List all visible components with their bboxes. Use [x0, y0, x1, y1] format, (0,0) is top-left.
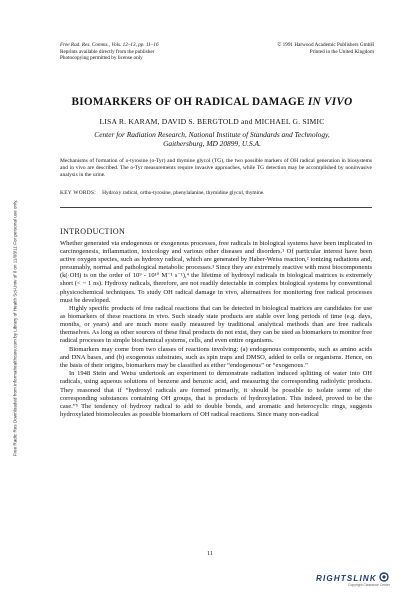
keywords-label: KEY WORDS:	[60, 190, 97, 196]
article-title	[40, 96, 384, 108]
publisher-block	[262, 42, 374, 55]
download-watermark-text: Free Radic Res Downloaded from informahealthcare.com by Library of Health Sci-Univ of Il on 11/08/11 For personal use only.	[12, 199, 18, 457]
reprints-line: Reprints available directly from the publisher	[60, 48, 155, 55]
body-text	[60, 240, 372, 419]
body-paragraph: Biomarkers may come from two classes of reactions involving: (a) endogenous components, such as amino acids and DNA bases, and (b) exogenous substrates, such as spin traps and DMSO, added to cells or organisms. Hence, on the basis of their origins, biomarkers may be classified as either “endogenous” or “exogenous.”	[60, 345, 372, 369]
rightslink-mark-icon	[379, 572, 389, 582]
author-list: LISA R. KARAM, DAVID S. BERGTOLD and MICHAEL G. SIMIC	[99, 117, 325, 126]
affiliation-line: Gaithersburg, MD 20899, U.S.A.	[163, 139, 261, 149]
page-number: 11	[207, 551, 213, 557]
abstract: Mechanisms of formation of o-tyrosine (o-Tyr) and thymine glycol (TG), the two possible markers of OH radical generation in biosystems and in vivo are described. The o-Tyr measurements require invasive approaches, while TG detection may be accomplished by noninvasive analysis in the urine.	[60, 158, 372, 179]
journal-citation-block	[60, 42, 250, 62]
rightslink-logo[interactable]	[316, 572, 389, 583]
keywords	[60, 190, 372, 197]
body-paragraph: In 1948 Stein and Weiss undertook an experiment to demonstrate radiation induced splitting of water into OH radicals, using aqueous solutions of benzene and benzoic acid, and measuring the corresponding radiolytic products. They reasoned that if “hydroxyl radicals are formed primarily, it should be possible to isolate some of the corresponding substances containing OH groups, that is products of hydroxylation. This indeed, proved to be the case.”⁵ The tendency of hydroxy radical to add to double bonds, and aromatic and heterocyclic rings, suggests hydroxylated biomolecules as possible biomarkers of OH radical reactions. Since many non-radical	[60, 370, 372, 418]
divider-rule	[60, 207, 372, 208]
title-italic: IN VIVO	[307, 96, 353, 108]
title-main: BIOMARKERS OF OH RADICAL DAMAGE	[71, 96, 308, 108]
rightslink-subtitle: Copyright Clearance Center	[348, 583, 391, 587]
copyright-line: © 1991 Harwood Academic Publishers GmbH	[277, 42, 374, 48]
photocopying-line: Photocopying permitted by license only	[60, 55, 143, 62]
affiliation	[40, 130, 384, 148]
download-watermark	[0, 158, 30, 498]
keywords-text: Hydroxy radical, ortho-tyrosine, phenylalanine, thymidine glycol, thymine.	[102, 190, 265, 196]
journal-citation-line: Free Rad. Res. Comms., Vols. 12–13, pp. 11–16	[60, 42, 159, 48]
affiliation-line: Center for Radiation Research, National Institute of Standards and Technology,	[94, 130, 330, 139]
rightslink-text: RIGHTSLINK	[316, 574, 377, 583]
body-paragraph: Whether generated via endogenous or exogenous processes, free radicals in biological systems have been implicated in carcinogenesis, inflammation, toxicology and various other diseases and disorders.¹ Of particular interest have been active oxygen species, such as hydroxy radical, which are generated by Haber-Weiss reaction,² ionizing radiations and, presumably, normal and pathological metabolic processes.³ Since they are extremely reactive with most biocomponents (k(·OH) is on the order of 10⁹ - 10¹⁰ M⁻¹ s⁻¹),⁴ the lifetime of hydroxyl radicals in biological matrices is extremely short (< ~ 1 ns). Hydroxy radicals, therefore, are not readily detectable in complex biological systems by conventional physicochemical techniques. To study OH radical damage in vivo, alternatives for monitoring free radical processes must be developed.	[60, 240, 372, 304]
printed-in-line: Printed in the United Kingdom	[309, 48, 374, 55]
body-paragraph: Highly specific products of free radical reactions that can be detected in biological matrices are candidates for use as biomarkers of these reactions in vivo. Such steady state products are stable over long periods of time (e.g. days, months, or years) and are much more easily measured by traditional analytical methods than are free radicals themselves. As long as other sources of these final products do not exist, they can be used as biomarkers to monitor free radical processes in simple biochemical systems, cells, and even entire organisms.	[60, 305, 372, 345]
section-heading: INTRODUCTION	[60, 227, 126, 236]
